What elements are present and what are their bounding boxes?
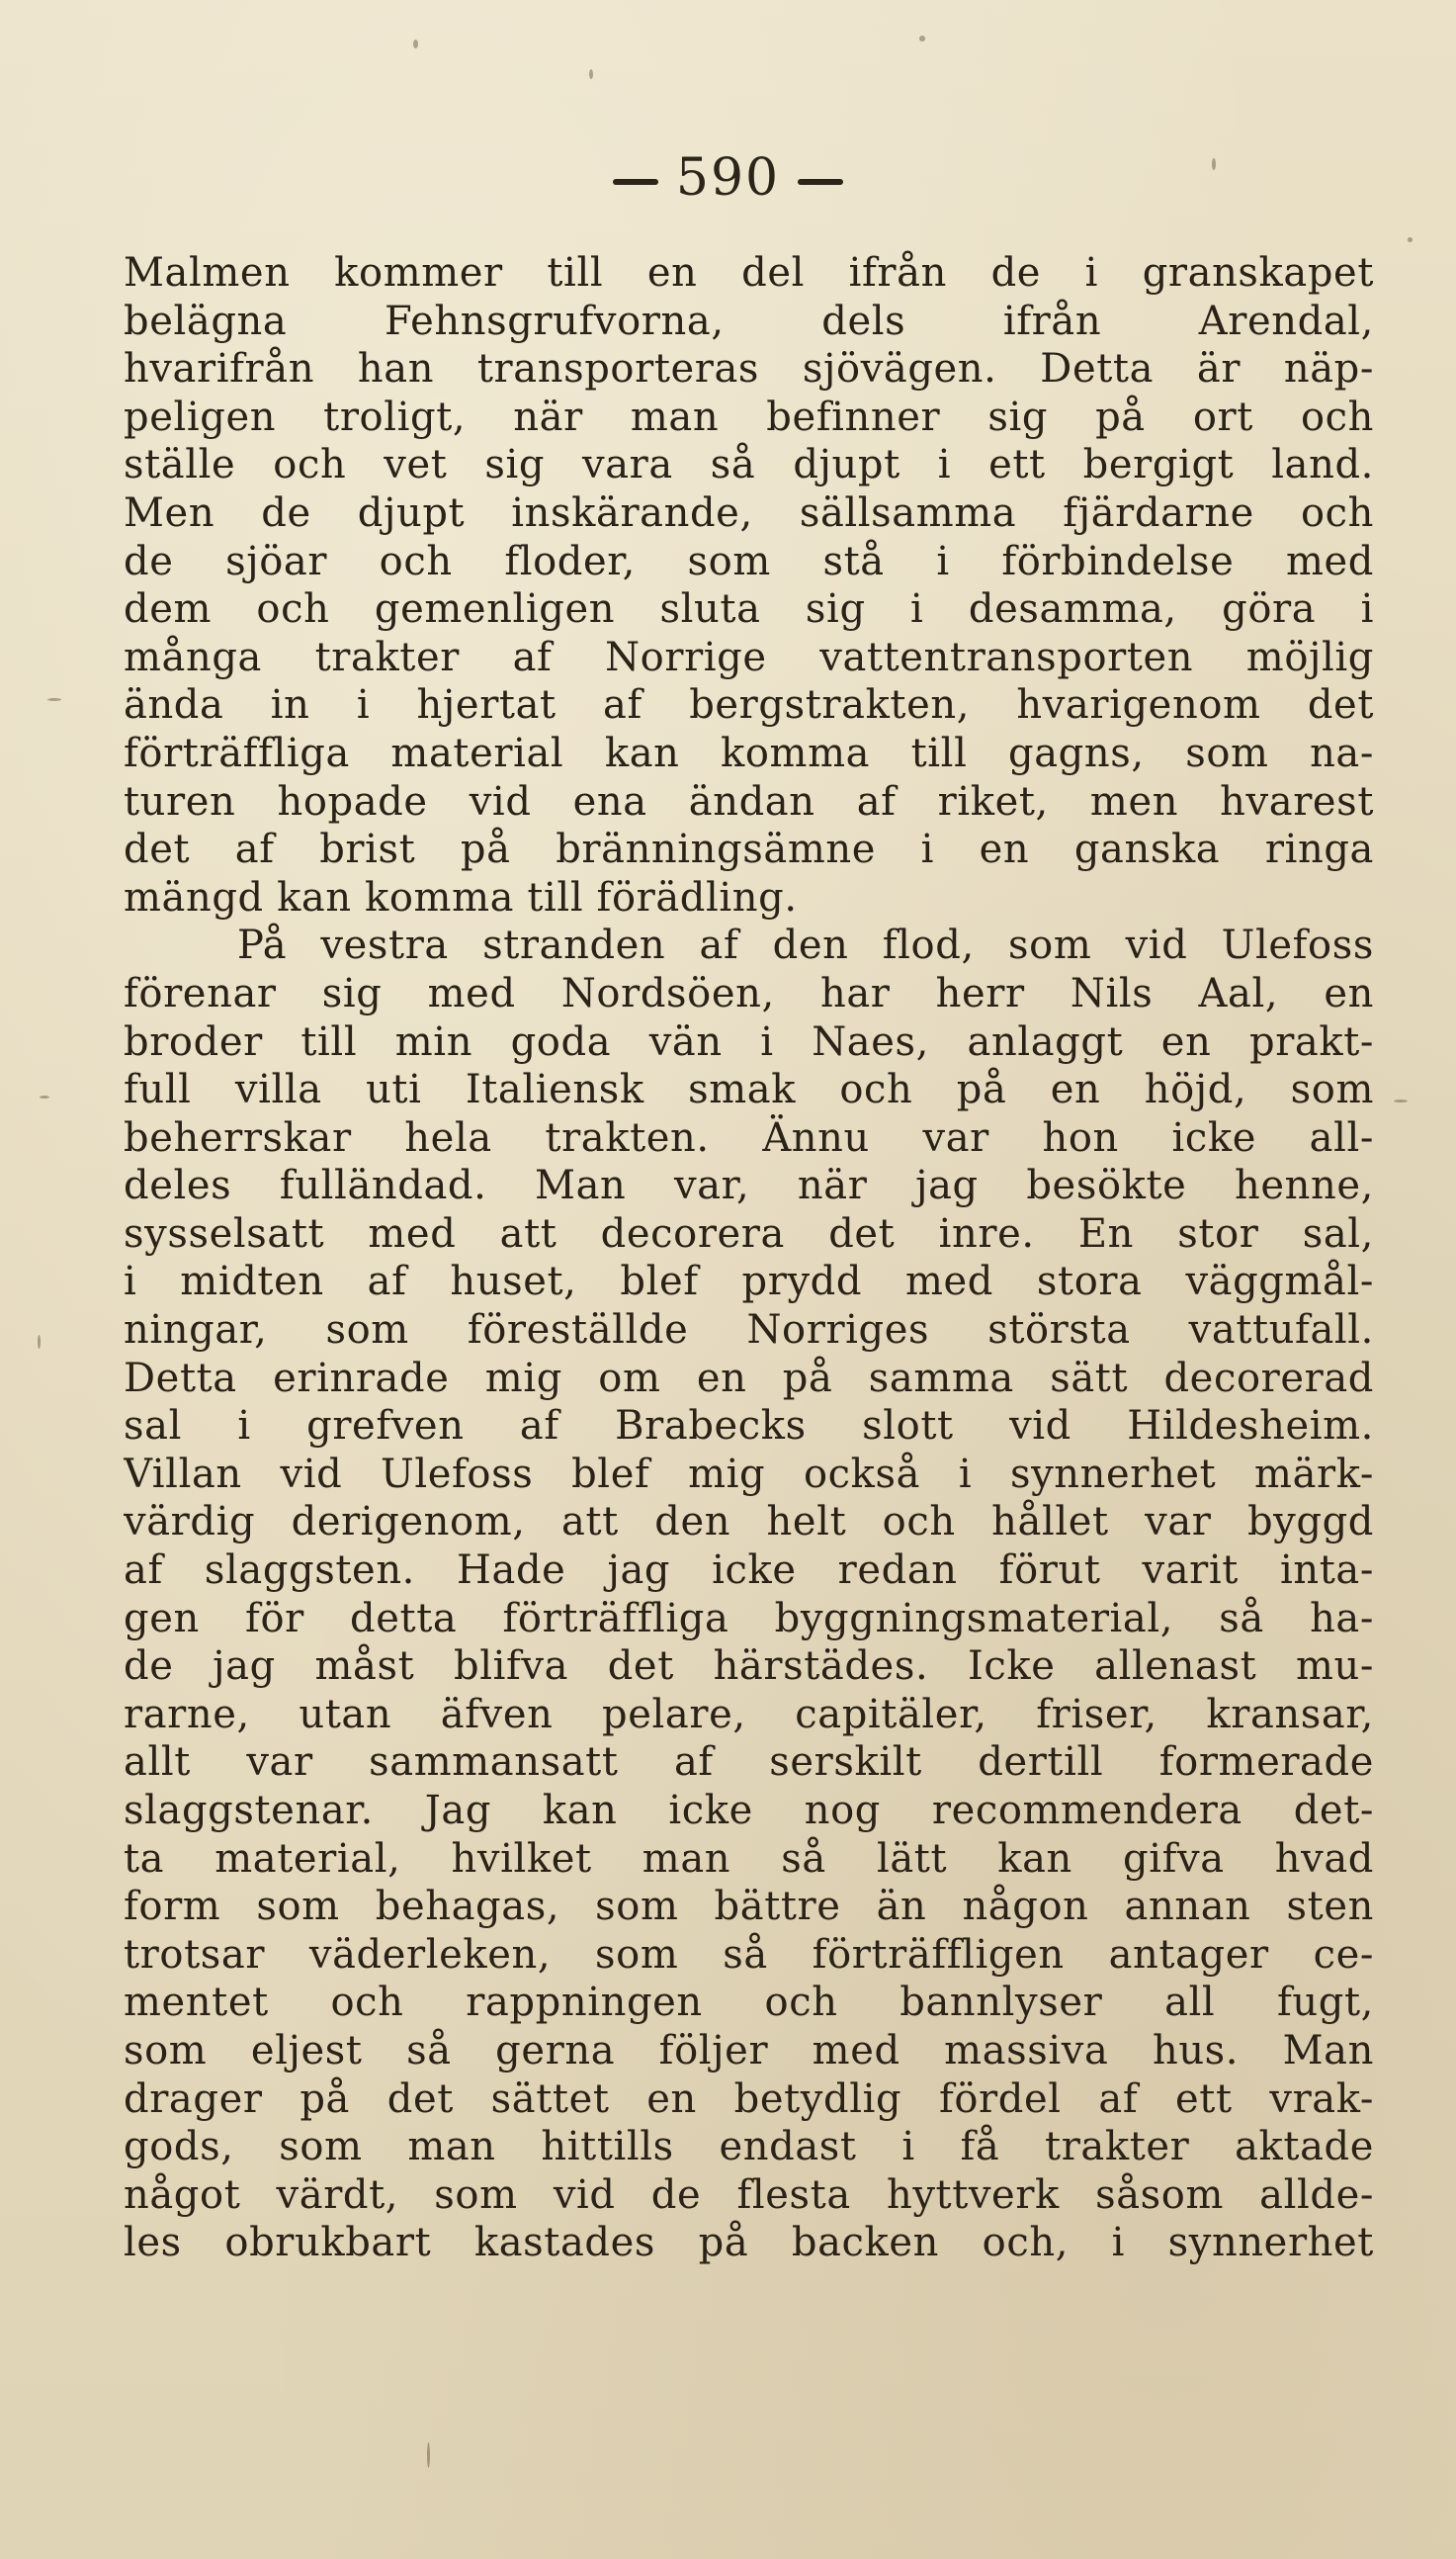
text-line: förenar sig med Nordsöen, har herr Nils Aal, en — [124, 970, 1374, 1016]
text-line: ställe och vet sig vara så djupt i ett bergigt land. — [124, 442, 1374, 488]
text-line: gen för detta förträffliga byggningsmaterial, så ha- — [124, 1595, 1374, 1641]
text-line: ända in i hjertat af bergstrakten, hvarigenom det — [124, 682, 1374, 729]
text-line: turen hopade vid ena ändan af riket, men hvarest — [124, 778, 1374, 825]
text-line: ta material, hvilket man så lätt kan gifva hvad — [124, 1835, 1374, 1882]
text-line: peligen troligt, när man befinner sig på ort och — [124, 394, 1374, 440]
text-line: trotsar väderleken, som så förträffligen antager ce- — [124, 1931, 1374, 1978]
text-line: full villa uti Italiensk smak och på en höjd, som — [124, 1067, 1374, 1113]
paper-speck — [1408, 237, 1413, 242]
paper-speck — [40, 1096, 49, 1099]
text-line: beherrskar hela trakten. Ännu var hon icke all- — [124, 1114, 1374, 1161]
text-line: de sjöar och floder, som stå i förbindelse med — [124, 538, 1374, 584]
paper-speck — [1394, 1100, 1408, 1103]
paper-speck — [919, 36, 925, 42]
text-line: Men de djupt inskärande, sällsamma fjärdarne och — [124, 489, 1374, 536]
text-line: i midten af huset, blef prydd med stora väggmål- — [124, 1259, 1374, 1305]
header-dash-left — [613, 179, 658, 185]
text-line: mentet och rappningen och bannlyser all fugt, — [124, 1980, 1374, 2026]
paper-speck — [589, 69, 593, 79]
text-line: les obrukbart kastades på backen och, i synnerhet — [124, 2220, 1374, 2266]
text-line: sysselsatt med att decorera det inre. En stor sal, — [124, 1210, 1374, 1257]
text-line: slaggstenar. Jag kan icke nog recommendera det- — [124, 1788, 1374, 1833]
text-line: något värdt, som vid de flesta hyttverk såsom allde- — [124, 2171, 1374, 2218]
text-line: broder till min goda vän i Naes, anlaggt en prakt- — [124, 1018, 1374, 1065]
page-number: 590 — [675, 148, 781, 208]
text-line: Villan vid Ulefoss blef mig också i synnerhet märk- — [124, 1451, 1374, 1497]
page-header — [0, 148, 1456, 208]
text-line: Detta erinrade mig om en på samma sätt decorerad — [124, 1355, 1374, 1401]
header-dash-right — [798, 179, 843, 185]
text-line: som eljest så gerna följer med massiva hus. Man — [124, 2027, 1374, 2074]
text-line: ningar, som föreställde Norriges största vattufall. — [124, 1307, 1374, 1354]
text-line: värdig derigenom, att den helt och hållet var byggd — [124, 1499, 1374, 1545]
text-line: förträffliga material kan komma till gagns, som na- — [124, 730, 1374, 776]
text-line: sal i grefven af Brabecks slott vid Hildesheim. — [124, 1403, 1374, 1450]
text-line: af slaggsten. Hade jag icke redan förut varit inta- — [124, 1547, 1374, 1594]
paper-speck — [47, 698, 61, 701]
text-line: mängd kan komma till förädling. — [124, 874, 798, 921]
text-line: de jag måst blifva det härstädes. Icke allenast mu- — [124, 1643, 1374, 1690]
text-line: drager på det sättet en betydlig fördel af ett vrak- — [124, 2075, 1374, 2122]
text-line: många trakter af Norrige vattentransporten möjlig — [124, 634, 1374, 680]
text-line: belägna Fehnsgrufvorna, dels ifrån Arendal, — [124, 298, 1374, 344]
text-line: gods, som man hittills endast i få trakter aktade — [124, 2124, 1374, 2170]
text-line: Malmen kommer till en del ifrån de i granskapet — [124, 250, 1374, 296]
text-line-paragraph-start: På vestra stranden af den flod, som vid Ulefoss — [237, 923, 1374, 969]
text-line: rarne, utan äfven pelare, capitäler, friser, kransar, — [124, 1691, 1374, 1737]
text-line: dem och gemenligen sluta sig i desamma, göra i — [124, 586, 1374, 633]
paper-speck — [38, 1335, 41, 1349]
text-line: det af brist på bränningsämne i en ganska ringa — [124, 827, 1374, 873]
paper-speck — [413, 40, 418, 48]
text-line: form som behagas, som bättre än någon annan sten — [124, 1884, 1374, 1930]
paper-speck — [1212, 158, 1216, 170]
body-text — [124, 249, 1374, 2267]
text-line: allt var sammansatt af serskilt dertill formerade — [124, 1739, 1374, 1786]
text-line: hvarifrån han transporteras sjövägen. Detta är näp- — [124, 346, 1374, 393]
text-line: deles fulländad. Man var, när jag besökte henne, — [124, 1163, 1374, 1209]
paper-speck — [427, 2442, 430, 2468]
